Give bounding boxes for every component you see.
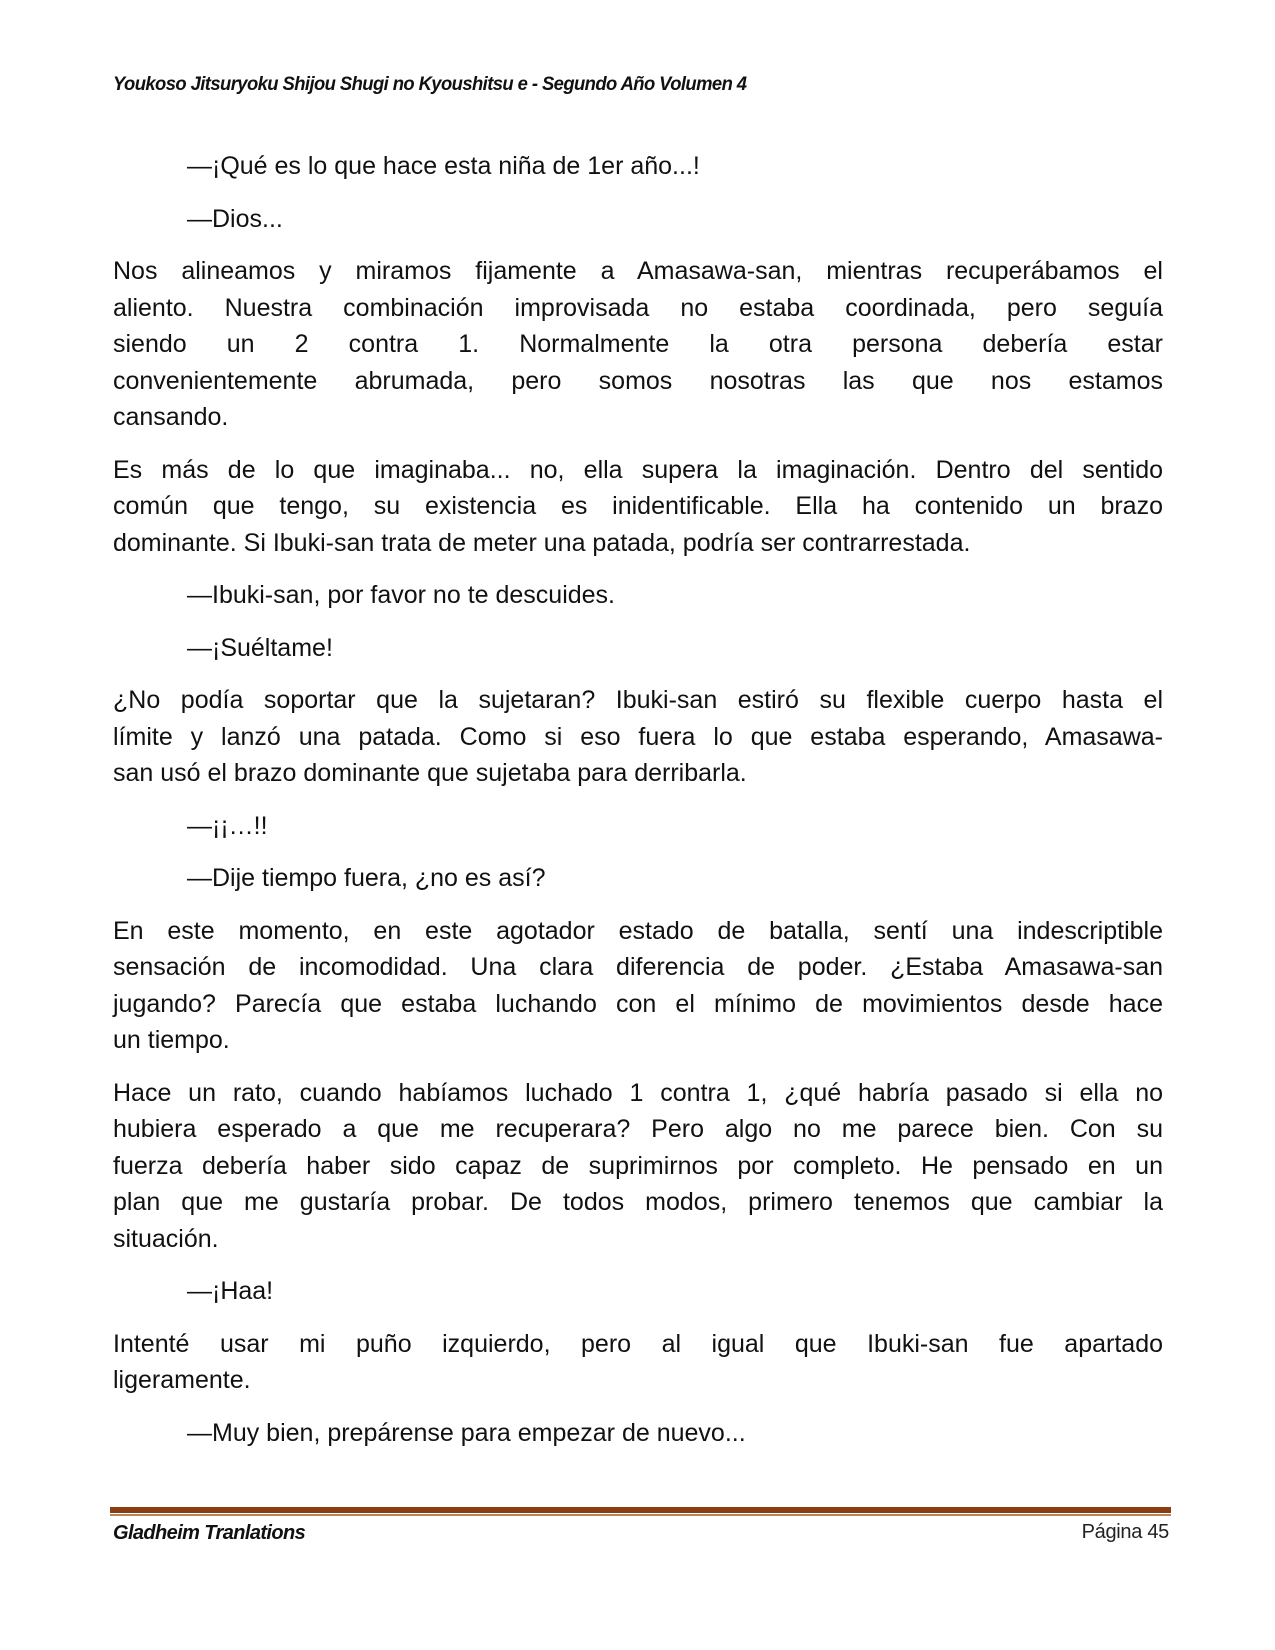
text-line: —¡Qué es lo que hace esta niña de 1er año...! — [187, 152, 700, 180]
text-line: —¡¡…!! — [187, 811, 268, 840]
footer-rule — [110, 1507, 1171, 1513]
narration-paragraph — [113, 682, 1163, 792]
text-line: —¡Haa! — [187, 1277, 274, 1305]
page-number — [1082, 1521, 1169, 1544]
text-line: fuerza debería haber sido capaz de suprimirnos por completo. He pensado en un — [113, 1151, 1163, 1180]
dialogue-line — [113, 201, 1163, 238]
dialogue-line — [113, 630, 1163, 667]
narration-paragraph — [113, 913, 1163, 1059]
dialogue-line — [113, 1273, 1163, 1310]
running-header: Youkoso Jitsuryoku Shijou Shugi no Kyoushitsu e - Segundo Año Volumen 4 — [113, 74, 747, 95]
text-line: dominante. Si Ibuki-san trata de meter una patada, podría ser contrarrestada. — [113, 528, 971, 557]
footer-publisher: Gladheim Tranlations — [113, 1522, 306, 1544]
dialogue-line — [113, 1415, 1163, 1452]
text-line: un tiempo. — [113, 1026, 230, 1054]
narration-paragraph — [113, 1075, 1163, 1258]
text-line: aliento. Nuestra combinación improvisada no estaba coordinada, pero seguía — [113, 293, 1163, 322]
text-line: —Muy bien, prepárense para empezar de nuevo... — [187, 1418, 746, 1447]
text-line: —Dije tiempo fuera, ¿no es así? — [187, 864, 546, 892]
text-line: común que tengo, su existencia es inidentificable. Ella ha contenido un brazo — [113, 492, 1163, 520]
text-line: san usó el brazo dominante que sujetaba para derribarla. — [113, 759, 747, 787]
page-body — [113, 148, 1163, 1467]
text-line: cansando. — [113, 403, 229, 431]
dialogue-line — [113, 577, 1163, 614]
narration-paragraph — [113, 1326, 1163, 1399]
text-line: siendo un 2 contra 1. Normalmente la otra persona debería estar — [113, 330, 1163, 358]
page-label: Página — [1081, 1521, 1143, 1543]
footer-rule-thin — [110, 1514, 1171, 1516]
text-line: jugando? Parecía que estaba luchando con el mínimo de movimientos desde hace — [113, 989, 1163, 1018]
text-line: Nos alineamos y miramos fijamente a Amasawa-san, mientras recuperábamos el — [113, 257, 1163, 285]
text-line: Es más de lo que imaginaba... no, ella supera la imaginación. Dentro del sentido — [113, 455, 1163, 484]
page-number-value: 45 — [1147, 1521, 1169, 1543]
text-line: sensación de incomodidad. Una clara diferencia de poder. ¿Estaba Amasawa-san — [113, 953, 1163, 981]
text-line: ligeramente. — [113, 1366, 251, 1394]
text-line: En este momento, en este agotador estado de batalla, sentí una indescriptible — [113, 916, 1163, 945]
text-line: plan que me gustaría probar. De todos modos, primero tenemos que cambiar la — [113, 1188, 1163, 1216]
dialogue-line — [113, 860, 1163, 897]
dialogue-line — [113, 148, 1163, 185]
narration-paragraph — [113, 253, 1163, 436]
text-line: Intenté usar mi puño izquierdo, pero al igual que Ibuki-san fue apartado — [113, 1329, 1163, 1358]
text-line: —Dios... — [187, 204, 283, 233]
text-line: convenientemente abrumada, pero somos nosotras las que nos estamos — [113, 366, 1163, 395]
text-line: —Ibuki-san, por favor no te descuides. — [187, 581, 616, 609]
dialogue-line — [113, 808, 1163, 845]
text-line: hubiera esperado a que me recuperara? Pero algo no me parece bien. Con su — [113, 1115, 1163, 1143]
text-line: límite y lanzó una patada. Como si eso fuera lo que estaba esperando, Amasawa- — [113, 722, 1163, 751]
text-line: situación. — [113, 1224, 219, 1253]
text-line: —¡Suéltame! — [187, 633, 333, 662]
narration-paragraph — [113, 452, 1163, 562]
text-line: Hace un rato, cuando habíamos luchado 1 contra 1, ¿qué habría pasado si ella no — [113, 1078, 1163, 1107]
text-line: ¿No podía soportar que la sujetaran? Ibuki-san estiró su flexible cuerpo hasta el — [113, 686, 1163, 714]
